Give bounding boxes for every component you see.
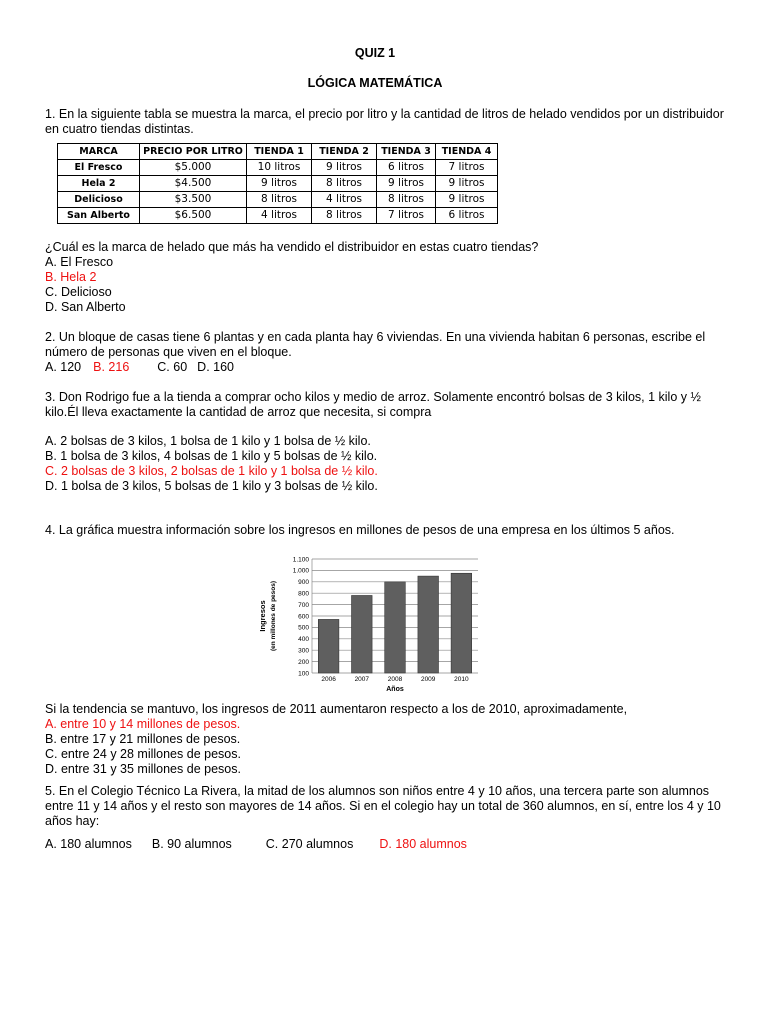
table-cell: 9 litros — [377, 176, 436, 192]
table-cell: 9 litros — [436, 192, 498, 208]
col-header-tienda4: TIENDA 4 — [436, 144, 498, 160]
chart-y-tick-label: 400 — [298, 636, 309, 644]
income-bar-chart — [250, 550, 490, 694]
table-row — [58, 192, 498, 208]
table-cell: $4.500 — [140, 176, 247, 192]
quiz-title: QUIZ 1 — [354, 46, 396, 60]
chart-x-tick-label: 2006 — [321, 676, 336, 683]
chart-y-tick-label: 100 — [298, 670, 309, 678]
table-header-row — [58, 144, 498, 160]
chart-bar-2006 — [318, 619, 339, 673]
q4-option-d: D. entre 31 y 35 millones de pesos. — [45, 762, 241, 776]
table-cell: $3.500 — [140, 192, 247, 208]
q3-option-c: C. 2 bolsas de 3 kilos, 2 bolsas de 1 kilo y 1 bolsa de ½ kilo. — [45, 464, 378, 478]
chart-y-axis-label: Ingresos — [258, 600, 267, 632]
q3-option-a: A. 2 bolsas de 3 kilos, 1 bolsa de 1 kilo y 1 bolsa de ½ kilo. — [45, 434, 371, 448]
q1-text: 1. En la siguiente tabla se muestra la marca, el precio por litro y la cantidad de litros de helado vendidos por un distribuidor en cuatro tiendas distintas. — [45, 107, 724, 136]
q1-option-d: D. San Alberto — [45, 300, 126, 314]
chart-x-tick-labels — [321, 676, 469, 683]
chart-y-tick-label: 800 — [298, 590, 309, 598]
q4-option-c: C. entre 24 y 28 millones de pesos. — [45, 747, 241, 761]
table-cell: 8 litros — [377, 192, 436, 208]
q3-text: 3. Don Rodrigo fue a la tienda a comprar ocho kilos y medio de arroz. Solamente encontró bolsas de 3 kilos, 1 kilo y ½ kilo.Él lleva exactamente la cantidad de arroz que necesita, si compra — [45, 390, 701, 419]
q2-option-c: C. 60 — [157, 360, 188, 374]
chart-bar-2008 — [385, 582, 406, 673]
table-cell: 7 litros — [436, 160, 498, 176]
chart-y-tick-labels — [293, 556, 310, 677]
chart-bar-2009 — [418, 576, 439, 673]
table-cell: 7 litros — [377, 208, 436, 224]
q5-option-c: C. 270 alumnos — [265, 837, 354, 851]
q4-option-b: B. entre 17 y 21 millones de pesos. — [45, 732, 241, 746]
chart-y-tick-label: 900 — [298, 579, 309, 587]
chart-y-tick-label: 1.000 — [292, 567, 309, 575]
table-row — [58, 208, 498, 224]
table-cell: 9 litros — [436, 176, 498, 192]
q2-option-b: B. 216 — [93, 360, 130, 374]
col-header-tienda3: TIENDA 3 — [377, 144, 436, 160]
q4-options — [45, 717, 241, 777]
q5-text: 5. En el Colegio Técnico La Rivera, la mitad de los alumnos son niños entre 4 y 10 años, una tercera parte son alumnos entre 11 y 14 años y el resto son mayores de 14 años. Si en el colegio hay un total de 360 alumnos, en sí, entre los 4 y 10 años hay: — [45, 784, 721, 828]
table-cell: 8 litros — [247, 192, 312, 208]
q3-option-b: B. 1 bolsa de 3 kilos, 4 bolsas de 1 kilo y 5 bolsas de ½ kilo. — [45, 449, 378, 463]
table-cell: El Fresco — [58, 160, 140, 176]
chart-y-tick-label: 200 — [298, 658, 309, 666]
table-cell: Hela 2 — [58, 176, 140, 192]
chart-y-axis-sublabel: (en millones de pesos) — [270, 580, 277, 652]
q1-option-c: C. Delicioso — [45, 285, 112, 299]
q4-text: 4. La gráfica muestra información sobre los ingresos en millones de pesos de una empresa en los últimos 5 años. — [45, 523, 675, 537]
table-row — [58, 160, 498, 176]
q4-question: Si la tendencia se mantuvo, los ingresos de 2011 aumentaron respecto a los de 2010, aproximadamente, — [45, 702, 628, 716]
chart-y-tick-label: 600 — [298, 613, 309, 621]
q3-options — [45, 434, 378, 494]
chart-bar-2007 — [352, 595, 373, 673]
q2-option-d: D. 160 — [197, 360, 235, 374]
chart-x-tick-label: 2009 — [420, 676, 436, 683]
table-cell: 9 litros — [312, 160, 377, 176]
q5-option-d: D. 180 alumnos — [379, 837, 467, 851]
table-cell: $6.500 — [140, 208, 247, 224]
chart-y-tick-label: 1.100 — [292, 556, 309, 564]
table-cell: 4 litros — [312, 192, 377, 208]
chart-x-tick-label: 2008 — [387, 676, 403, 683]
col-header-tienda2: TIENDA 2 — [312, 144, 377, 160]
table-cell: Delicioso — [58, 192, 140, 208]
chart-x-tick-label: 2010 — [454, 676, 469, 683]
col-header-precio: PRECIO POR LITRO — [140, 144, 247, 160]
subject-title: LÓGICA MATEMÁTICA — [307, 76, 443, 90]
chart-y-tick-label: 500 — [298, 624, 309, 632]
q3-option-d: D. 1 bolsa de 3 kilos, 5 bolsas de 1 kilo y 3 bolsas de ½ kilo. — [45, 479, 378, 493]
table-cell: 8 litros — [312, 176, 377, 192]
q5-option-b: B. 90 alumnos — [151, 837, 232, 851]
table-cell: 4 litros — [247, 208, 312, 224]
chart-y-tick-label: 300 — [298, 647, 309, 655]
table-cell: $5.000 — [140, 160, 247, 176]
q4-option-a: A. entre 10 y 14 millones de pesos. — [45, 717, 241, 731]
table-cell: 6 litros — [436, 208, 498, 224]
chart-bars — [318, 573, 471, 673]
table-cell: San Alberto — [58, 208, 140, 224]
table-cell: 9 litros — [247, 176, 312, 192]
chart-bar-2010 — [451, 573, 472, 673]
col-header-tienda1: TIENDA 1 — [247, 144, 312, 160]
q1-option-b: B. Hela 2 — [45, 270, 97, 284]
q1-question: ¿Cuál es la marca de helado que más ha vendido el distribuidor en estas cuatro tiendas? — [45, 240, 539, 254]
table-cell: 6 litros — [377, 160, 436, 176]
q5-options — [45, 837, 467, 852]
q1-option-a: A. El Fresco — [45, 255, 114, 269]
chart-x-axis-label: Años — [386, 686, 404, 693]
chart-y-tick-label: 700 — [298, 601, 309, 609]
ice-cream-sales-table — [57, 143, 498, 224]
q2-text: 2. Un bloque de casas tiene 6 plantas y en cada planta hay 6 viviendas. En una vivienda habitan 6 personas, escribe el número de personas que viven en el bloque. — [45, 330, 706, 359]
chart-x-tick-label: 2007 — [354, 676, 370, 683]
q5-option-a: A. 180 alumnos — [45, 837, 132, 851]
table-cell: 10 litros — [247, 160, 312, 176]
table-row — [58, 176, 498, 192]
table-cell: 8 litros — [312, 208, 377, 224]
q2-option-a: A. 120 — [45, 360, 82, 374]
q1-options — [45, 255, 126, 315]
q2-options — [45, 360, 234, 375]
col-header-marca: MARCA — [58, 144, 140, 160]
